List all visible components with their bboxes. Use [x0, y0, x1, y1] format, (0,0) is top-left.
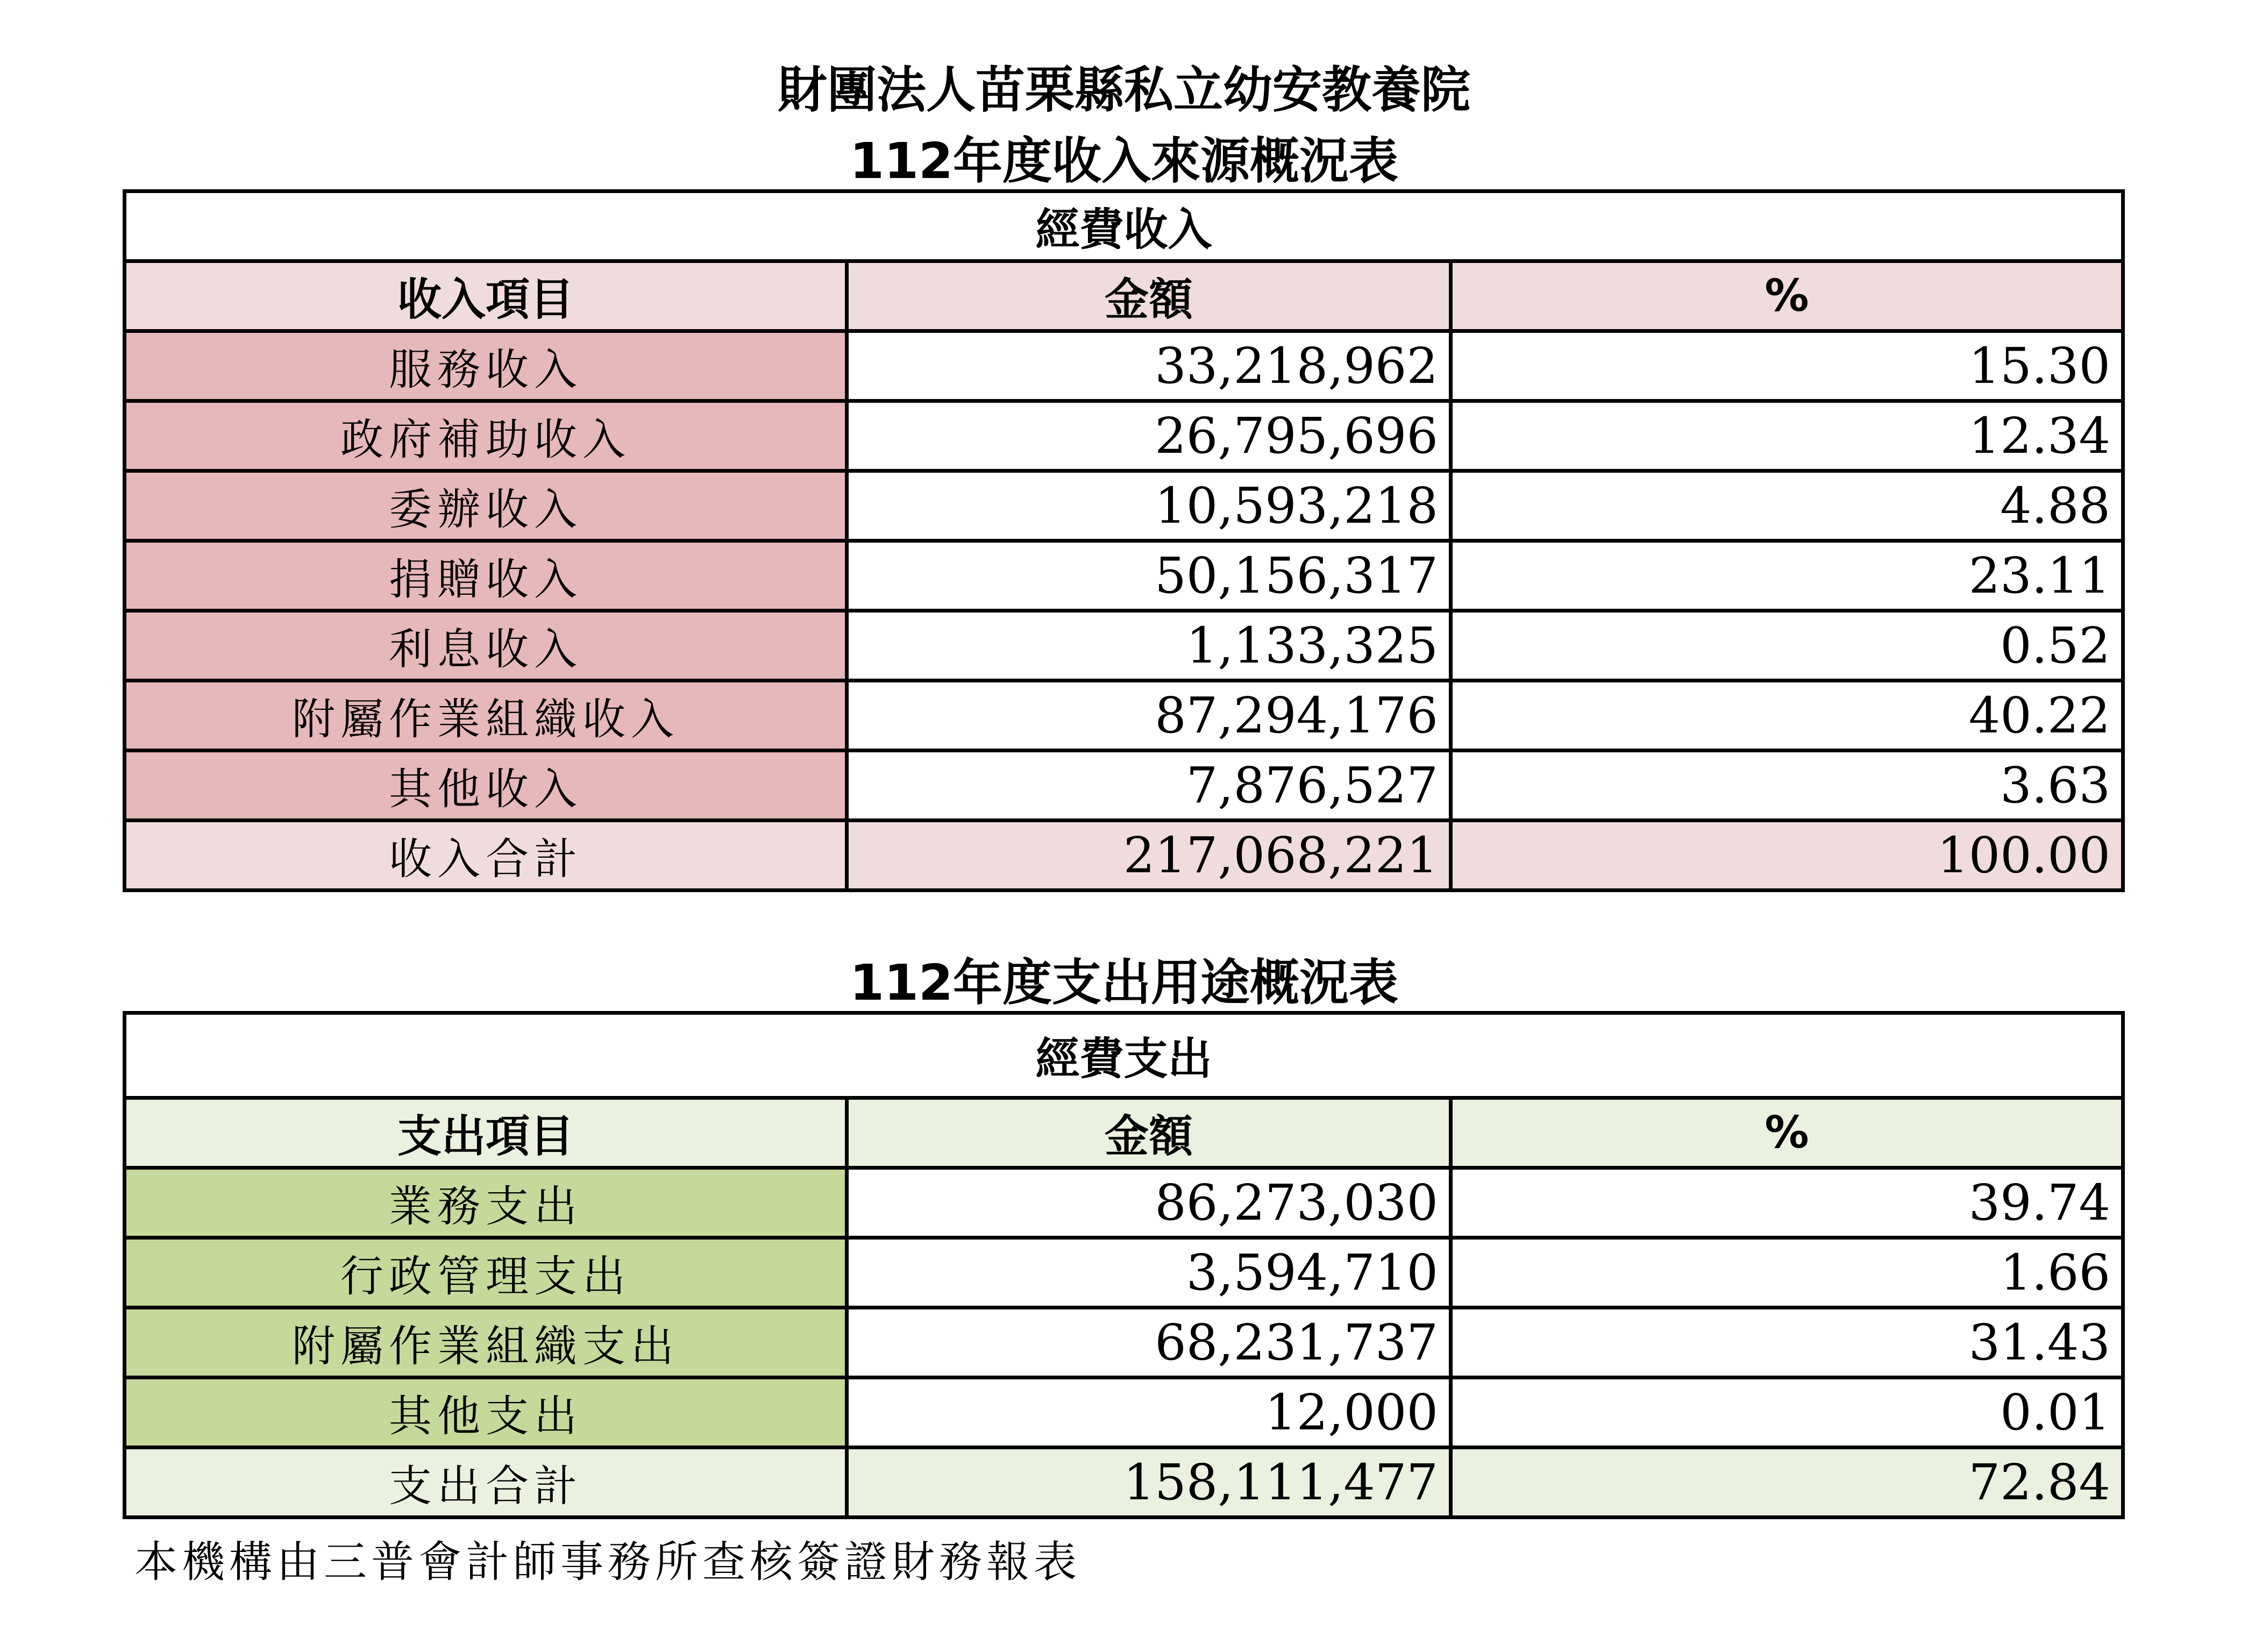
income-amount: 33,218,962 — [847, 331, 1451, 401]
expense-item: 行政管理支出 — [125, 1238, 847, 1308]
table-row — [125, 401, 2123, 471]
expense-item: 其他支出 — [125, 1378, 847, 1448]
expense-amount: 68,231,737 — [847, 1308, 1451, 1378]
expense-total-percent: 72.84 — [1451, 1448, 2123, 1518]
income-item: 服務收入 — [125, 331, 847, 401]
column-header-amount: 金額 — [847, 1098, 1451, 1168]
income-item: 附屬作業組織收入 — [125, 681, 847, 751]
table-row — [125, 751, 2123, 821]
expense-item: 業務支出 — [125, 1168, 847, 1238]
income-amount: 7,876,527 — [847, 751, 1451, 821]
table-row — [125, 471, 2123, 541]
expense-amount: 3,594,710 — [847, 1238, 1451, 1308]
column-header-item: 支出項目 — [125, 1098, 847, 1168]
audit-footnote: 本機構由三普會計師事務所查核簽證財務報表 — [134, 1537, 1081, 1587]
expense-percent: 0.01 — [1451, 1378, 2123, 1448]
income-amount: 1,133,325 — [847, 611, 1451, 681]
income-percent: 4.88 — [1451, 471, 2123, 541]
column-header-amount: 金額 — [847, 261, 1451, 331]
income-section-header-row — [125, 191, 2123, 261]
income-item: 捐贈收入 — [125, 541, 847, 611]
table-row — [125, 611, 2123, 681]
income-total-label: 收入合計 — [125, 821, 847, 891]
income-total-amount: 217,068,221 — [847, 821, 1451, 891]
income-percent: 15.30 — [1451, 331, 2123, 401]
income-table — [123, 189, 2125, 892]
expense-total-row — [125, 1448, 2123, 1518]
income-item: 委辦收入 — [125, 471, 847, 541]
table-row — [125, 331, 2123, 401]
expense-amount: 12,000 — [847, 1378, 1451, 1448]
income-item: 利息收入 — [125, 611, 847, 681]
income-percent: 0.52 — [1451, 611, 2123, 681]
income-total-row — [125, 821, 2123, 891]
expense-item: 附屬作業組織支出 — [125, 1308, 847, 1378]
expense-percent: 31.43 — [1451, 1308, 2123, 1378]
expense-table-title: 112年度支出用途概況表 — [849, 954, 1399, 1012]
income-item: 政府補助收入 — [125, 401, 847, 471]
income-section-header: 經費收入 — [125, 191, 2123, 261]
income-percent: 3.63 — [1451, 751, 2123, 821]
table-row — [125, 1378, 2123, 1448]
expense-amount: 86,273,030 — [847, 1168, 1451, 1238]
income-total-percent: 100.00 — [1451, 821, 2123, 891]
income-percent: 23.11 — [1451, 541, 2123, 611]
expense-column-header-row — [125, 1098, 2123, 1168]
organization-title: 財團法人苗栗縣私立幼安教養院 — [777, 61, 1470, 119]
income-table-title: 112年度收入來源概況表 — [849, 132, 1399, 190]
income-amount: 50,156,317 — [847, 541, 1451, 611]
table-row — [125, 1308, 2123, 1378]
income-amount: 10,593,218 — [847, 471, 1451, 541]
income-percent: 40.22 — [1451, 681, 2123, 751]
table-row — [125, 541, 2123, 611]
income-item: 其他收入 — [125, 751, 847, 821]
table-row — [125, 1238, 2123, 1308]
expense-total-label: 支出合計 — [125, 1448, 847, 1518]
expense-section-header: 經費支出 — [125, 1013, 2123, 1098]
expense-table — [123, 1011, 2125, 1519]
expense-percent: 39.74 — [1451, 1168, 2123, 1238]
column-header-percent: % — [1451, 1098, 2123, 1168]
expense-percent: 1.66 — [1451, 1238, 2123, 1308]
income-percent: 12.34 — [1451, 401, 2123, 471]
column-header-item: 收入項目 — [125, 261, 847, 331]
table-row — [125, 1168, 2123, 1238]
expense-section-header-row — [125, 1013, 2123, 1098]
income-amount: 87,294,176 — [847, 681, 1451, 751]
table-row — [125, 681, 2123, 751]
income-amount: 26,795,696 — [847, 401, 1451, 471]
column-header-percent: % — [1451, 261, 2123, 331]
expense-total-amount: 158,111,477 — [847, 1448, 1451, 1518]
income-column-header-row — [125, 261, 2123, 331]
